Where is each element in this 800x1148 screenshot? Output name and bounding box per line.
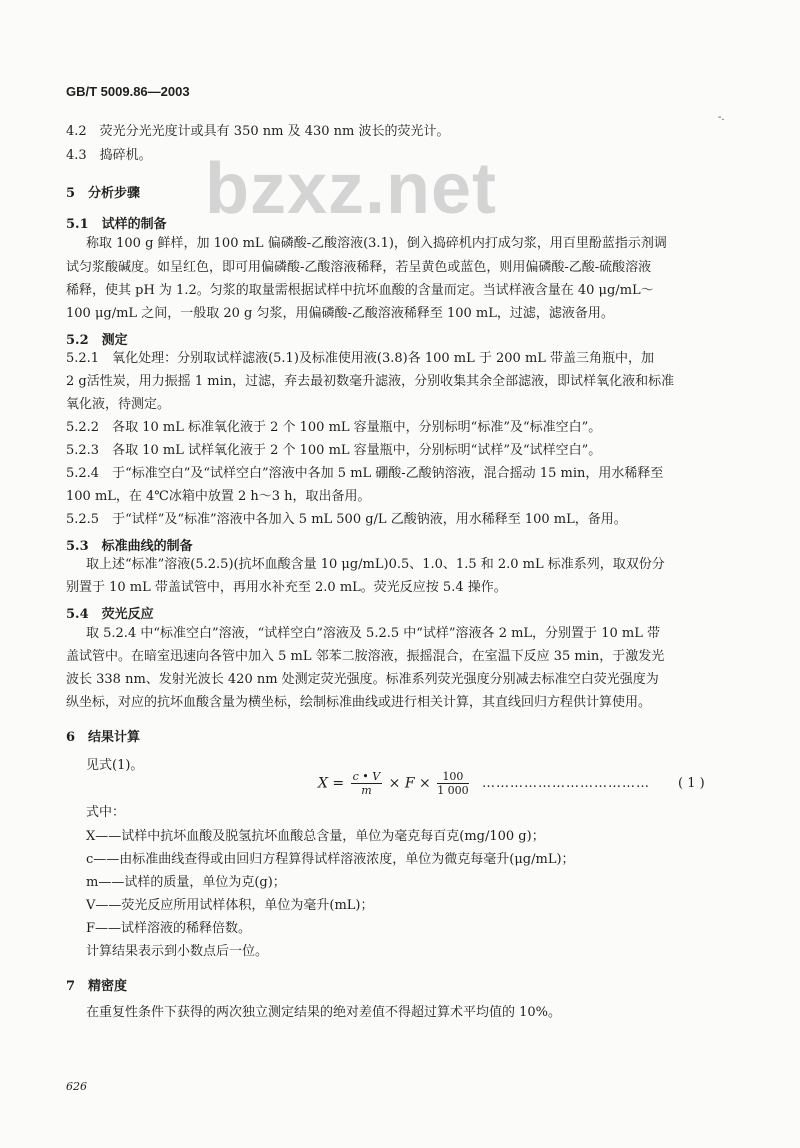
formula-lhs: X =	[318, 775, 345, 792]
section-5-1-heading: 5.1 试样的制备	[66, 217, 167, 232]
para-line: 2 g活性炭，用力振摇 1 min，过滤，弃去最初数毫升滤液，分别收集其余全部滤液，即试样氧化液和标准	[66, 374, 675, 389]
formula-1	[318, 770, 471, 797]
formula-middle: × F ×	[388, 775, 431, 792]
clause-5-2-4: 5.2.4 于“标准空白”及“试样空白”溶液中各加 5 mL 硼酸-乙酸钠溶液，混合摇动 15 min，用水稀释至	[66, 466, 664, 481]
para-line: 稀释，使其 pH 为 1.2。匀浆的取量需根据试样中抗坏血酸的含量而定。当试样液含量在 40 μg/mL～	[66, 283, 654, 298]
para-line: 氧化液，待测定。	[66, 397, 171, 412]
page-number: 626	[66, 1080, 87, 1093]
variable-definition: m——试样的质量，单位为克(g)；	[86, 875, 286, 890]
fraction-denominator: m	[361, 784, 372, 797]
variable-definition: c——由标准曲线查得或由回归方程算得试样溶液浓度，单位为微克每毫升(μg/mL)；	[86, 852, 575, 867]
para-line: 5.2.1 氧化处理：分别取试样滤液(5.1)及标准使用液(3.8)各 100 mL 于 200 mL 带盖三角瓶中，加	[66, 351, 655, 366]
para-line: 波长 338 nm、发射光波长 420 nm 处测定荧光强度。标准系列荧光强度分别减去标准空白荧光强度为	[66, 672, 659, 687]
clause-4-2: 4.2 荧光分光光度计或具有 350 nm 及 430 nm 波长的荧光计。	[66, 124, 450, 139]
section-7-heading: 7 精密度	[66, 979, 128, 994]
para-line: 试匀浆酸碱度。如呈红色，即可用偏磷酸-乙酸溶液稀释，若呈黄色或蓝色，则用偏磷酸-乙酸-硫酸溶液	[66, 260, 652, 275]
section-5-heading: 5 分析步骤	[66, 186, 141, 201]
formula-leader-dots: ………………………………	[482, 776, 650, 791]
fraction-numerator: 100	[437, 770, 469, 784]
section-5-4-heading: 5.4 荧光反应	[66, 607, 154, 622]
para-line: 100 mL，在 4℃冰箱中放置 2 h～3 h，取出备用。	[66, 489, 371, 504]
fraction-cv-over-m	[351, 770, 383, 797]
clause-5-2-5: 5.2.5 于“试样”及“标准”溶液中各加入 5 mL 500 g/L 乙酸钠液，用水稀释至 100 mL，备用。	[66, 512, 627, 527]
rounding-note: 计算结果表示到小数点后一位。	[86, 944, 269, 959]
where-label: 式中：	[86, 805, 126, 820]
margin-mark: -.	[718, 112, 725, 123]
variable-definition: F——试样溶液的稀释倍数。	[86, 921, 252, 936]
fraction-denominator: 1 000	[437, 784, 469, 797]
para-line: 纵坐标，对应的抗坏血酸含量为横坐标，绘制标准曲线或进行相关计算，其直线回归方程供计算使用。	[66, 695, 652, 710]
standard-code: GB/T 5009.86—2003	[66, 84, 190, 99]
para-line: 称取 100 g 鲜样，加 100 mL 偏磷酸-乙酸溶液(3.1)，倒入捣碎机内打成匀浆，用百里酚蓝指示剂调	[86, 236, 667, 251]
para-line: 100 μg/mL 之间，一般取 20 g 匀浆，用偏磷酸-乙酸溶液稀释至 100 mL，过滤，滤液备用。	[66, 306, 614, 321]
clause-5-2-3: 5.2.3 各取 10 mL 试样氧化液于 2 个 100 mL 容量瓶中，分别标明“试样”及“试样空白”。	[66, 443, 602, 458]
section-6-heading: 6 结果计算	[66, 730, 141, 745]
para-line: 取上述“标准”溶液(5.2.5)(抗坏血酸含量 10 μg/mL)0.5、1.0、1.5 和 2.0 mL 标准系列，取双份分	[86, 557, 665, 572]
precision-statement: 在重复性条件下获得的两次独立测定结果的绝对差值不得超过算术平均值的 10%。	[86, 1005, 562, 1020]
para-line: 盖试管中。在暗室迅速向各管中加入 5 mL 邻苯二胺溶液，振摇混合，在室温下反应 35 min，于激发光	[66, 649, 665, 664]
variable-definition: X——试样中抗坏血酸及脱氢抗坏血酸总含量，单位为毫克每百克(mg/100 g)；	[86, 829, 545, 844]
formula-number: ( 1 )	[678, 776, 705, 791]
variable-definition: V——荧光反应所用试样体积，单位为毫升(mL)；	[86, 898, 374, 913]
clause-5-2-2: 5.2.2 各取 10 mL 标准氧化液于 2 个 100 mL 容量瓶中，分别标明“标准”及“标准空白”。	[66, 420, 602, 435]
para-line: 取 5.2.4 中“标准空白”溶液，“试样空白”溶液及 5.2.5 中“试样”溶液各 2 mL，分别置于 10 mL 带	[86, 626, 660, 641]
formula-intro: 见式(1)。	[86, 758, 144, 773]
fraction-numerator: c • V	[352, 770, 381, 783]
watermark: bzxz.net	[205, 149, 498, 229]
section-5-3-heading: 5.3 标准曲线的制备	[66, 539, 193, 554]
para-line: 别置于 10 mL 带盖试管中，再用水补充至 2.0 mL。荧光反应按 5.4 操作。	[66, 580, 507, 595]
clause-4-3: 4.3 捣碎机。	[66, 148, 152, 163]
fraction-100-over-1000	[437, 770, 469, 797]
section-5-2-heading: 5.2 测定	[66, 333, 128, 348]
